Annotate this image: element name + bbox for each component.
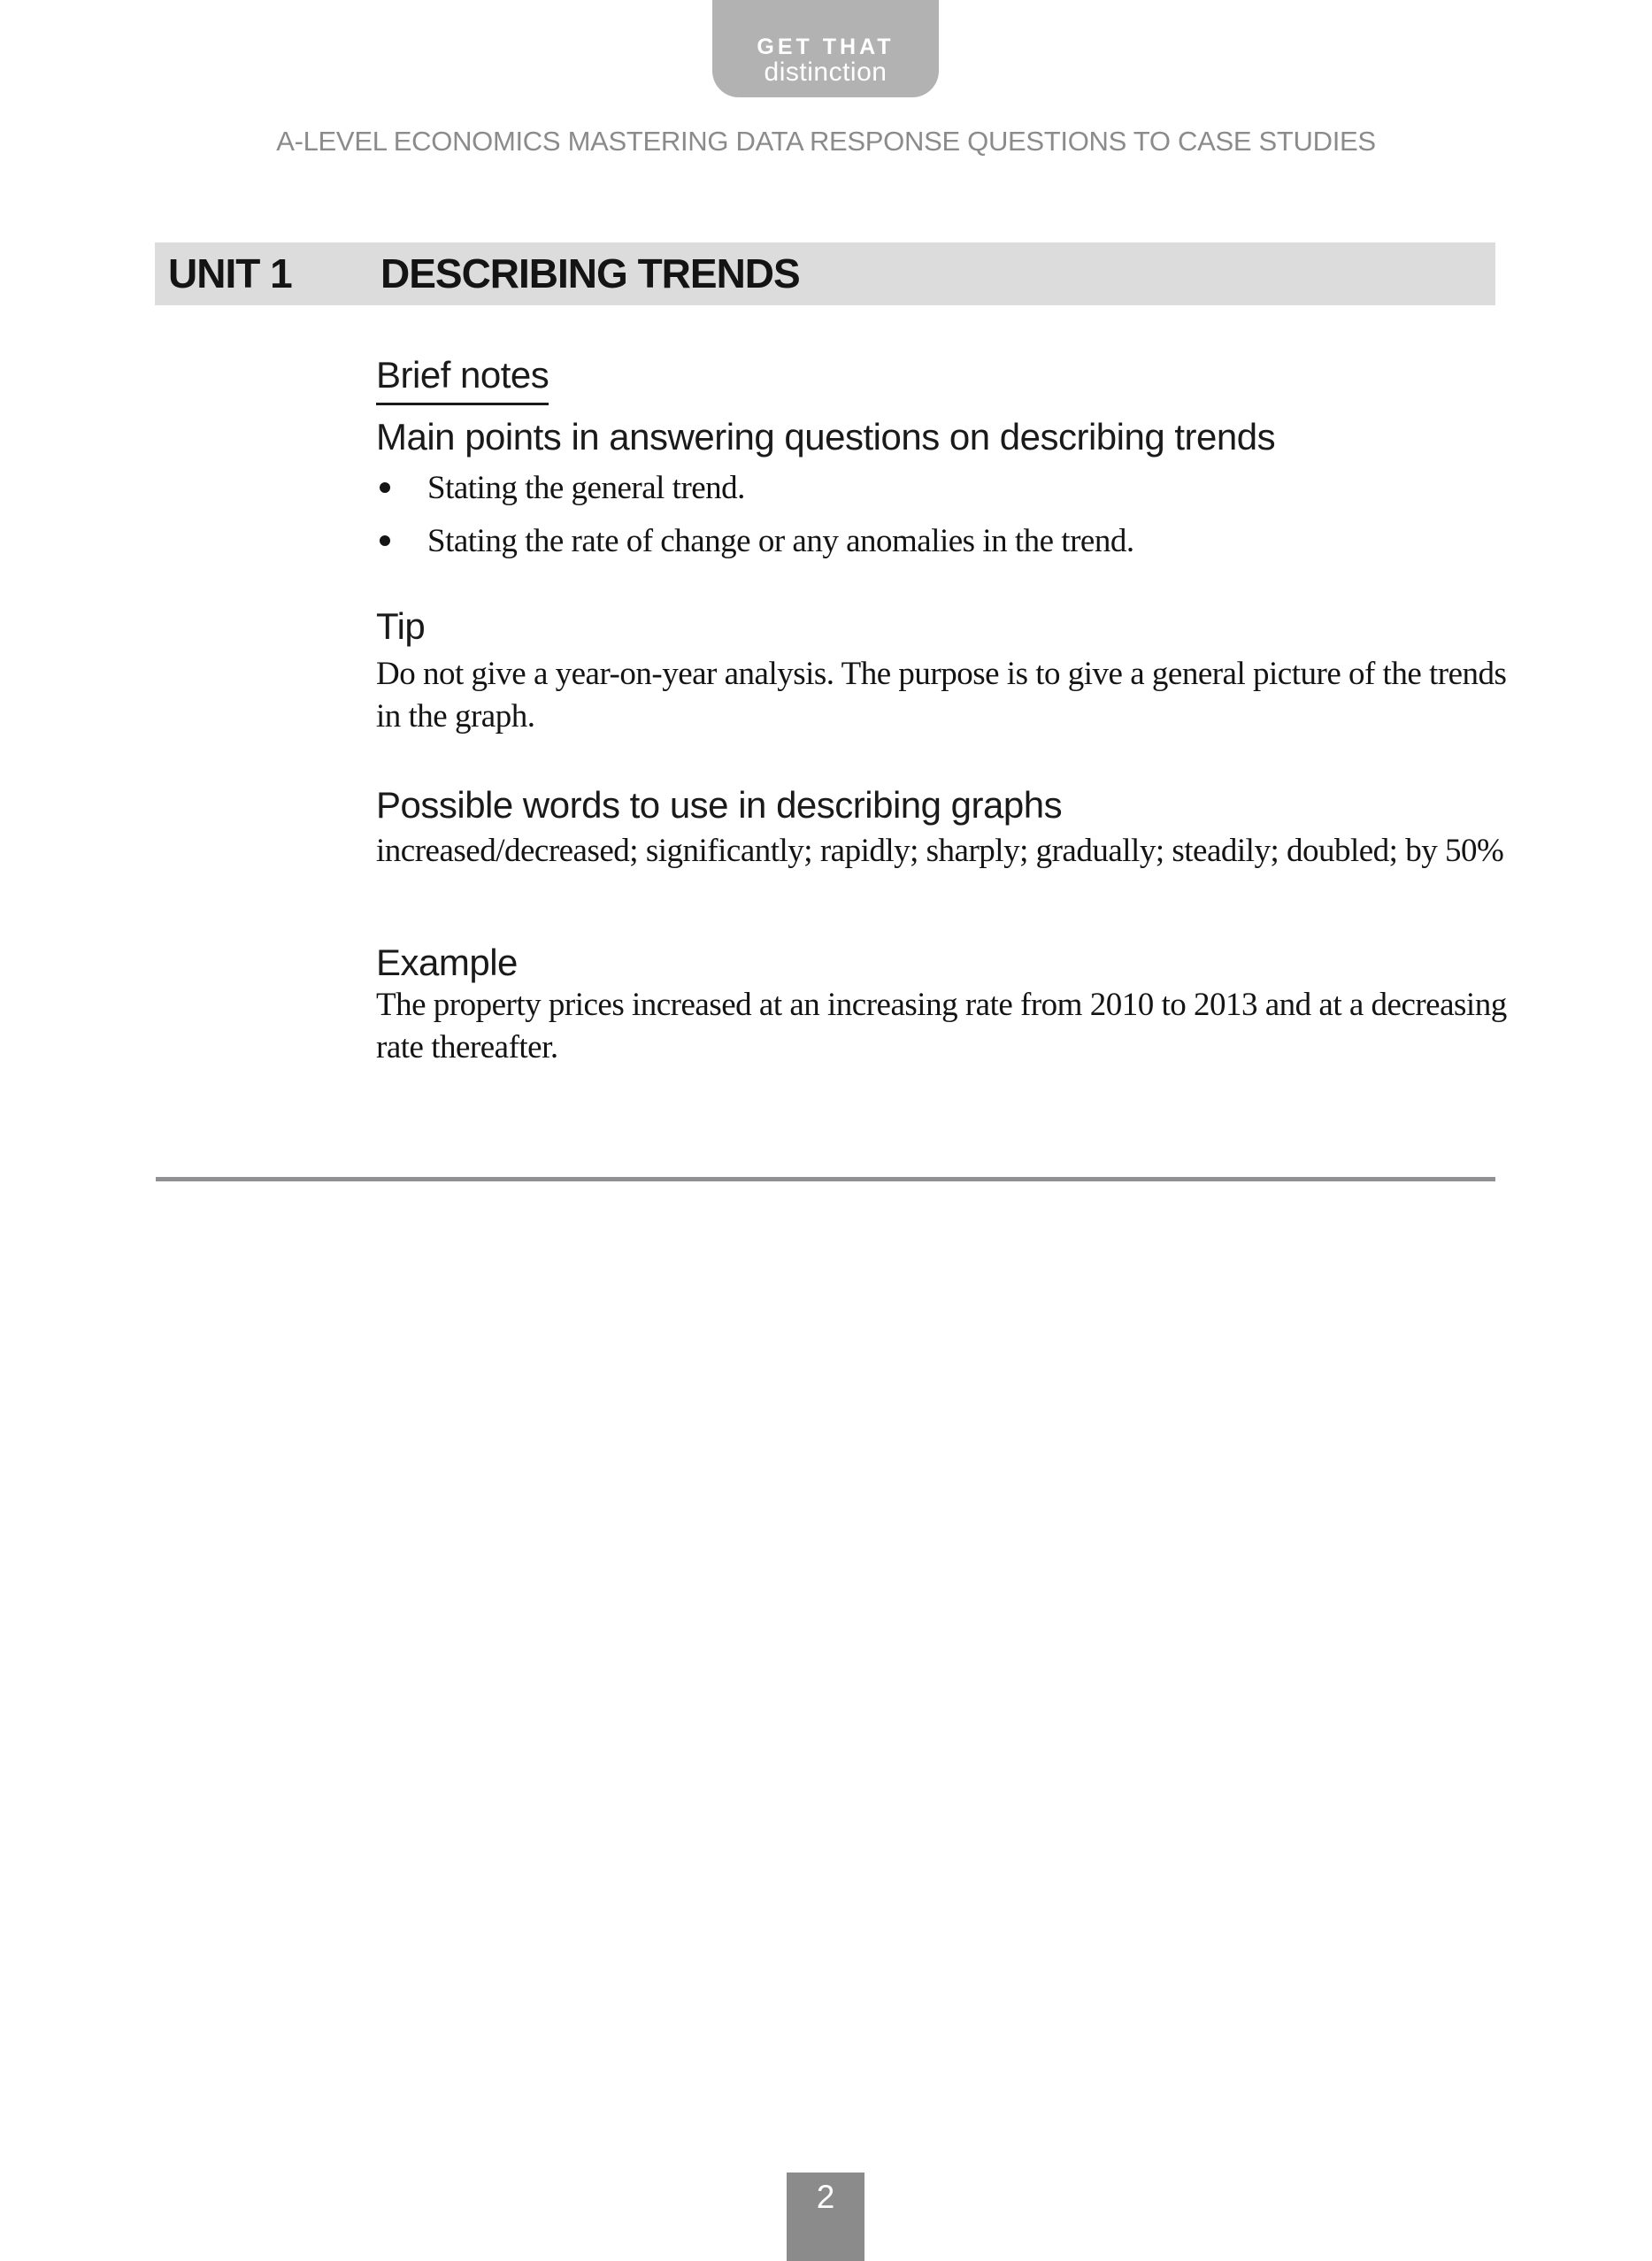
unit-number: UNIT 1 [168,250,292,296]
main-points-bullet-list [376,467,1509,573]
distinction-badge [712,0,939,97]
page-number-box [787,2173,864,2261]
bullet-item [376,467,1509,510]
bullet-text: Stating the general trend. [427,470,745,506]
badge-line2: distinction [764,58,887,87]
badge-line1: GET THAT [757,35,895,59]
tip-heading: Tip [376,605,426,647]
example-body: The property prices increased at an increasing rate from 2010 to 2013 and at a decreasing rate thereafter. [376,987,1507,1065]
unit-title: DESCRIBING TRENDS [380,250,800,296]
running-header: A-LEVEL ECONOMICS MASTERING DATA RESPONSE QUESTIONS TO CASE STUDIES [276,126,1376,157]
unit-banner [155,242,1495,305]
possible-words-body: increased/decreased; significantly; rapidly; sharply; gradually; steadily; doubled; by 50% [376,833,1504,869]
example-heading: Example [376,942,518,983]
page-number: 2 [816,2179,835,2215]
bullet-dot-icon [380,482,390,493]
brief-notes-heading-text: Brief notes [376,354,549,405]
bullet-item [376,520,1509,563]
main-points-heading: Main points in answering questions on describing trends [376,416,1276,458]
tip-body: Do not give a year-on-year analysis. The purpose is to give a general picture of the trends in the graph. [376,656,1507,734]
possible-words-heading: Possible words to use in describing graphs [376,784,1063,826]
brief-notes-heading [376,354,549,405]
section-divider-rule [156,1177,1495,1181]
bullet-dot-icon [380,535,390,546]
bullet-text: Stating the rate of change or any anomalies in the trend. [427,523,1134,559]
